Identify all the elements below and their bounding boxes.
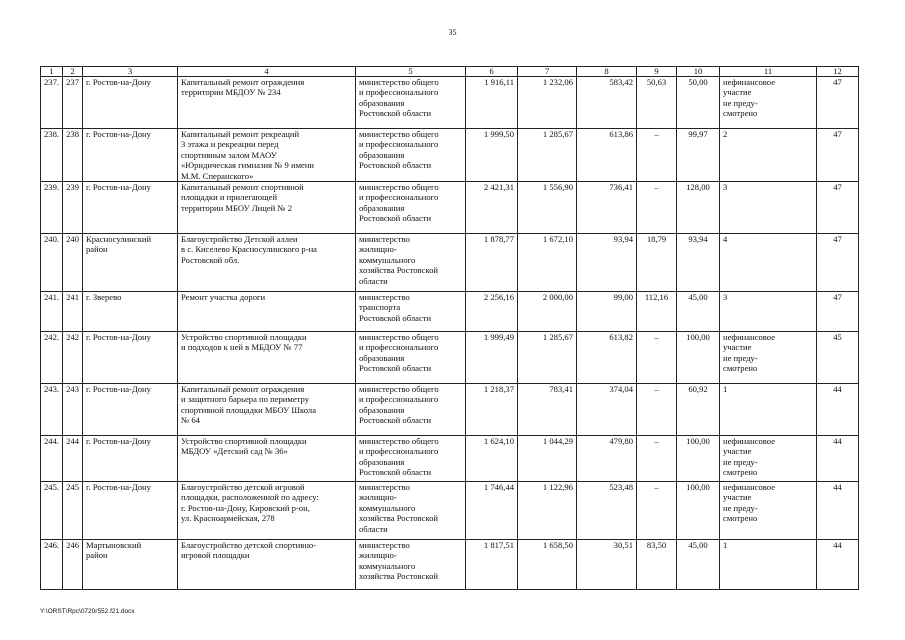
project-name-cell: Устройство спортивной площадки и подходов к ней в МБДОУ № 77	[178, 332, 356, 384]
total-cost-cell: 1 746,44	[466, 482, 518, 540]
index-cell: 242	[63, 332, 83, 384]
ministry-cell: министерство общего и профессионального образования Ростовской области	[356, 77, 466, 129]
col8-amount-cell: 736,41	[577, 182, 637, 234]
total-cost-cell: 2 421,31	[466, 182, 518, 234]
ministry-cell: министерство жилищно- коммунального хозяйства Ростовской	[356, 540, 466, 590]
score-cell: 47	[817, 234, 859, 292]
score-cell: 44	[817, 384, 859, 436]
col9-amount-cell: 50,63	[637, 77, 677, 129]
col9-amount-cell: –	[637, 482, 677, 540]
col7-amount-cell: 1 658,50	[518, 540, 577, 590]
index-cell: 237	[63, 77, 83, 129]
participation-cell: нефинансовое участие не преду- смотрено	[720, 332, 817, 384]
col9-amount-cell: –	[637, 384, 677, 436]
total-cost-cell: 1 817,51	[466, 540, 518, 590]
municipality-cell: г. Ростов-на-Дону	[83, 77, 178, 129]
project-name-cell: Благоустройство детской спортивно- игровой площадки	[178, 540, 356, 590]
participation-cell: 4	[720, 234, 817, 292]
col8-amount-cell: 30,51	[577, 540, 637, 590]
col7-amount-cell: 1 285,67	[518, 332, 577, 384]
total-cost-cell: 1 218,37	[466, 384, 518, 436]
col10-amount-cell: 45,00	[677, 540, 720, 590]
ministry-cell: министерство жилищно- коммунального хозяйства Ростовской области	[356, 482, 466, 540]
ministry-cell: министерство общего и профессионального образования Ростовской области	[356, 436, 466, 482]
project-name-cell: Капитальный ремонт ограждения и защитного барьера по периметру спортивной площадки МБОУ Школа № 64	[178, 384, 356, 436]
index-cell: 246	[63, 540, 83, 590]
row-number-cell: 241.	[41, 292, 63, 332]
total-cost-cell: 1 878,77	[466, 234, 518, 292]
municipality-cell: г. Ростов-на-Дону	[83, 482, 178, 540]
municipality-cell: г. Ростов-на-Дону	[83, 332, 178, 384]
index-cell: 241	[63, 292, 83, 332]
row-number-cell: 238.	[41, 129, 63, 182]
col7-amount-cell: 1 232,06	[518, 77, 577, 129]
score-cell: 44	[817, 482, 859, 540]
row-number-cell: 239.	[41, 182, 63, 234]
column-number: 6	[466, 67, 518, 77]
table-row	[41, 436, 859, 482]
col7-amount-cell: 1 556,90	[518, 182, 577, 234]
table-row	[41, 182, 859, 234]
total-cost-cell: 2 256,16	[466, 292, 518, 332]
col10-amount-cell: 100,00	[677, 436, 720, 482]
col10-amount-cell: 60,92	[677, 384, 720, 436]
column-number: 8	[577, 67, 637, 77]
column-number: 12	[817, 67, 859, 77]
col10-amount-cell: 128,00	[677, 182, 720, 234]
ministry-cell: министерство общего и профессионального образования Ростовской области	[356, 182, 466, 234]
col10-amount-cell: 100,00	[677, 332, 720, 384]
participation-cell: 1	[720, 384, 817, 436]
col8-amount-cell: 374,04	[577, 384, 637, 436]
col10-amount-cell: 99,97	[677, 129, 720, 182]
col8-amount-cell: 613,86	[577, 129, 637, 182]
col9-amount-cell: –	[637, 129, 677, 182]
score-cell: 47	[817, 292, 859, 332]
municipality-cell: г. Зверево	[83, 292, 178, 332]
row-number-cell: 237.	[41, 77, 63, 129]
col7-amount-cell: 1 044,29	[518, 436, 577, 482]
col10-amount-cell: 93,94	[677, 234, 720, 292]
ministry-cell: министерство общего и профессионального образования Ростовской области	[356, 332, 466, 384]
col8-amount-cell: 583,42	[577, 77, 637, 129]
index-cell: 245	[63, 482, 83, 540]
municipality-cell: г. Ростов-на-Дону	[83, 384, 178, 436]
municipality-cell: г. Ростов-на-Дону	[83, 436, 178, 482]
project-name-cell: Капитальный ремонт рекреаций 3 этажа и рекреации перед спортивным залом МАОУ «Юридическая гимназия № 9 имени М.М. Сперанского»	[178, 129, 356, 182]
column-number-row	[41, 67, 859, 77]
ministry-cell: министерство общего и профессионального образования Ростовской области	[356, 129, 466, 182]
col9-amount-cell: 112,16	[637, 292, 677, 332]
col9-amount-cell: 83,50	[637, 540, 677, 590]
row-number-cell: 242.	[41, 332, 63, 384]
col8-amount-cell: 93,94	[577, 234, 637, 292]
total-cost-cell: 1 999,49	[466, 332, 518, 384]
row-number-cell: 244.	[41, 436, 63, 482]
municipality-cell: г. Ростов-на-Дону	[83, 182, 178, 234]
participation-cell: 1	[720, 540, 817, 590]
ministry-cell: министерство общего и профессионального образования Ростовской области	[356, 384, 466, 436]
row-number-cell: 240.	[41, 234, 63, 292]
project-name-cell: Устройство спортивной площадки МБДОУ «Детский сад № 36»	[178, 436, 356, 482]
index-cell: 238	[63, 129, 83, 182]
col9-amount-cell: 18,79	[637, 234, 677, 292]
ministry-cell: министерство жилищно- коммунального хозяйства Ростовской области	[356, 234, 466, 292]
col7-amount-cell: 783,41	[518, 384, 577, 436]
row-number-cell: 245.	[41, 482, 63, 540]
table-row	[41, 292, 859, 332]
table-row	[41, 384, 859, 436]
column-number: 10	[677, 67, 720, 77]
participation-cell: 3	[720, 182, 817, 234]
total-cost-cell: 1 624,10	[466, 436, 518, 482]
col10-amount-cell: 45,00	[677, 292, 720, 332]
participation-cell: нефинансовое участие не преду- смотрено	[720, 482, 817, 540]
total-cost-cell: 1 916,11	[466, 77, 518, 129]
score-cell: 44	[817, 540, 859, 590]
participation-cell: 2	[720, 129, 817, 182]
project-name-cell: Ремонт участка дороги	[178, 292, 356, 332]
col7-amount-cell: 1 285,67	[518, 129, 577, 182]
col7-amount-cell: 1 122,96	[518, 482, 577, 540]
table-row	[41, 482, 859, 540]
col7-amount-cell: 2 000,00	[518, 292, 577, 332]
col9-amount-cell: –	[637, 436, 677, 482]
table-row	[41, 234, 859, 292]
project-name-cell: Капитальный ремонт спортивной площадки и прилегающей территории МБОУ Лицей № 2	[178, 182, 356, 234]
col9-amount-cell: –	[637, 332, 677, 384]
projects-table	[40, 66, 859, 590]
table-row	[41, 129, 859, 182]
col8-amount-cell: 523,48	[577, 482, 637, 540]
page-number: 35	[448, 28, 457, 37]
column-number: 7	[518, 67, 577, 77]
score-cell: 45	[817, 332, 859, 384]
score-cell: 44	[817, 436, 859, 482]
municipality-cell: г. Ростов-на-Дону	[83, 129, 178, 182]
col8-amount-cell: 99,00	[577, 292, 637, 332]
ministry-cell: министерство транспорта Ростовской области	[356, 292, 466, 332]
index-cell: 243	[63, 384, 83, 436]
total-cost-cell: 1 999,50	[466, 129, 518, 182]
column-number: 11	[720, 67, 817, 77]
col9-amount-cell: –	[637, 182, 677, 234]
column-number: 2	[63, 67, 83, 77]
row-number-cell: 243.	[41, 384, 63, 436]
municipality-cell: Мартыновский район	[83, 540, 178, 590]
score-cell: 47	[817, 77, 859, 129]
municipality-cell: Красносулинский район	[83, 234, 178, 292]
col10-amount-cell: 50,00	[677, 77, 720, 129]
participation-cell: нефинансовое участие не преду- смотрено	[720, 77, 817, 129]
column-number: 9	[637, 67, 677, 77]
score-cell: 47	[817, 182, 859, 234]
column-number: 4	[178, 67, 356, 77]
col7-amount-cell: 1 672,10	[518, 234, 577, 292]
column-number: 1	[41, 67, 63, 77]
project-name-cell: Благоустройство Детской аллеи в с. Киселево Красносулинского р-на Ростовской обл.	[178, 234, 356, 292]
score-cell: 47	[817, 129, 859, 182]
project-name-cell: Благоустройство детской игровой площадки, расположенной по адресу: г. Ростов-на-Дону, Кировский р-он, ул. Красноармейская, 278	[178, 482, 356, 540]
col10-amount-cell: 100,00	[677, 482, 720, 540]
col8-amount-cell: 479,80	[577, 436, 637, 482]
index-cell: 244	[63, 436, 83, 482]
column-number: 3	[83, 67, 178, 77]
row-number-cell: 246.	[41, 540, 63, 590]
file-path-footer: Y:\ORST\Rpc\0720r552.f21.docx	[40, 608, 135, 615]
participation-cell: нефинансовое участие не преду- смотрено	[720, 436, 817, 482]
column-number: 5	[356, 67, 466, 77]
table-row	[41, 77, 859, 129]
project-name-cell: Капитальный ремонт ограждения территории МБДОУ № 234	[178, 77, 356, 129]
participation-cell: 3	[720, 292, 817, 332]
table-row	[41, 332, 859, 384]
index-cell: 240	[63, 234, 83, 292]
index-cell: 239	[63, 182, 83, 234]
col8-amount-cell: 613,82	[577, 332, 637, 384]
table-row	[41, 540, 859, 590]
